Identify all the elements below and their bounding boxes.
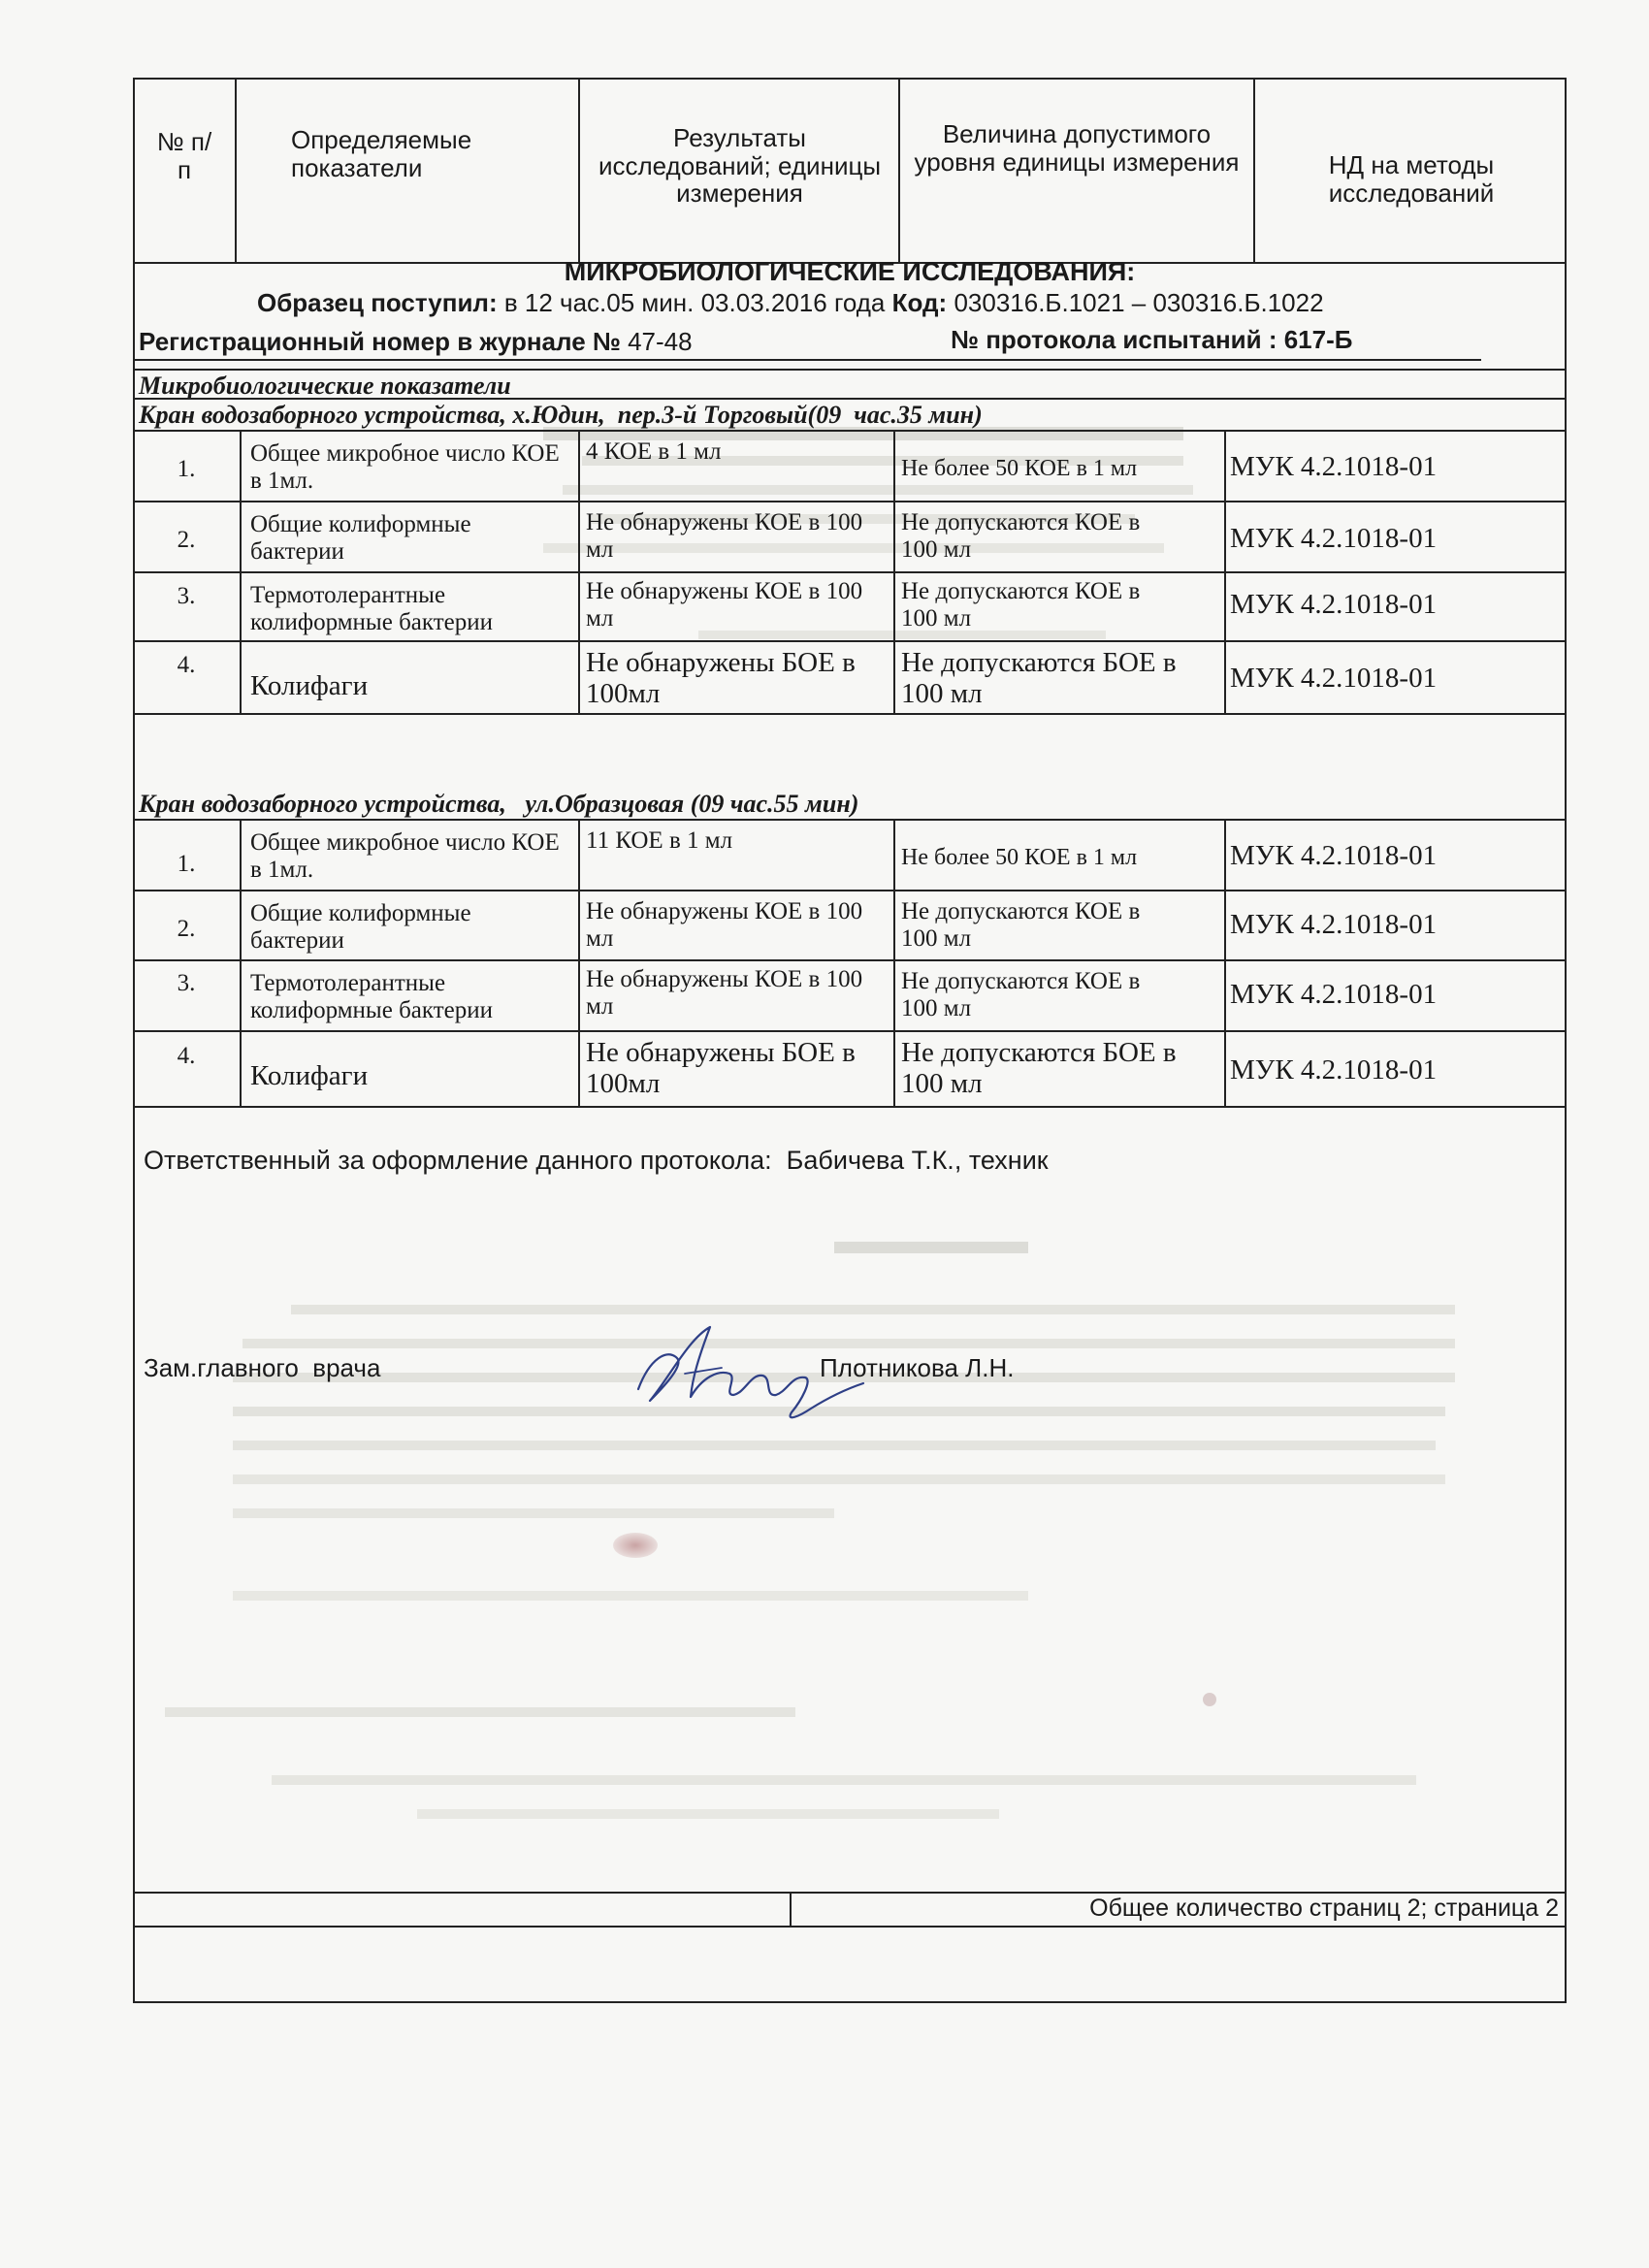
table-cell-method: МУК 4.2.1018-01 (1230, 840, 1438, 871)
header-col-method: НД на методы исследований (1328, 150, 1495, 208)
table-cell-result: Не обнаружены БОЕ в 100мл (586, 1037, 856, 1099)
table-row-number: 2. (177, 916, 196, 942)
table-cell-indicator: Общее микробное число КОЕ в 1мл. (250, 829, 560, 883)
table-cell-result: Не обнаружены КОЕ в 100 мл (586, 898, 863, 952)
table-cell-method: МУК 4.2.1018-01 (1230, 1054, 1438, 1085)
table-cell-limit: Не более 50 КОЕ в 1 мл (901, 456, 1138, 481)
table-cell-method: МУК 4.2.1018-01 (1230, 663, 1438, 694)
table-row-number: 1. (177, 851, 196, 877)
protocol-number: № протокола испытаний : 617-Б (951, 325, 1353, 354)
table-cell-method: МУК 4.2.1018-01 (1230, 909, 1438, 940)
table-row-number: 1. (177, 456, 196, 482)
table-cell-indicator: Общие колиформные бактерии (250, 900, 471, 954)
table-row-number: 3. (177, 583, 196, 609)
signature-name: Плотникова Л.Н. (820, 1353, 1015, 1382)
table-cell-result: Не обнаружены БОЕ в 100мл (586, 647, 856, 709)
table-cell-indicator: Общее микробное число КОЕ в 1мл. (250, 440, 560, 494)
signature-icon (621, 1319, 873, 1436)
header-col-limit: Величина допустимого уровня единицы измерения (914, 119, 1240, 177)
section-title: МИКРОБИОЛОГИЧЕСКИЕ ИССЛЕДОВАНИЯ: (564, 257, 1136, 286)
registration-line (139, 328, 693, 356)
code-label: Код: (891, 288, 948, 317)
group-title: Кран водозаборного устройства, х.Юдин, пер.3-й Торговый(09 час.35 мин) (139, 401, 983, 429)
table-cell-limit: Не допускаются КОЕ в 100 мл (901, 509, 1141, 563)
table-row-number: 4. (177, 652, 196, 678)
sample-time: в 12 час.05 мин. 03.03.2016 года (503, 288, 886, 317)
header-col-number: № п/п (156, 127, 212, 184)
registration-value: 47-48 (628, 327, 693, 356)
signature-role: Зам.главного врача (144, 1353, 381, 1382)
header-col-results: Результаты исследований; единицы измерения (598, 123, 882, 209)
table-row-number: 2. (177, 527, 196, 553)
table-cell-method: МУК 4.2.1018-01 (1230, 979, 1438, 1010)
sample-line (257, 289, 1324, 317)
table-cell-result: 4 КОЕ в 1 мл (586, 438, 722, 465)
sample-label: Образец поступил: (257, 288, 498, 317)
group-title: Кран водозаборного устройства, ул.Образцовая (09 час.55 мин) (139, 790, 859, 818)
table-cell-result: Не обнаружены КОЕ в 100 мл (586, 509, 863, 563)
table-cell-indicator: Термотолерантные колиформные бактерии (250, 970, 493, 1023)
table-cell-limit: Не допускаются БОЕ в 100 мл (901, 647, 1177, 709)
micro-indicators-title: Микробиологические показатели (139, 372, 511, 400)
table-cell-limit: Не допускаются БОЕ в 100 мл (901, 1037, 1177, 1099)
table-cell-result: Не обнаружены КОЕ в 100 мл (586, 966, 863, 1020)
table-cell-limit: Не допускаются КОЕ в 100 мл (901, 578, 1141, 632)
table-cell-method: МУК 4.2.1018-01 (1230, 589, 1438, 620)
table-cell-result: 11 КОЕ в 1 мл (586, 827, 733, 854)
table-cell-limit: Не допускаются КОЕ в 100 мл (901, 898, 1141, 952)
table-cell-method: МУК 4.2.1018-01 (1230, 523, 1438, 554)
handwritten-signature (621, 1319, 873, 1436)
table-cell-result: Не обнаружены КОЕ в 100 мл (586, 578, 863, 632)
page-count: Общее количество страниц 2; страница 2 (1089, 1895, 1559, 1922)
table-cell-indicator: Термотолерантные колиформные бактерии (250, 582, 493, 635)
registration-label: Регистрационный номер в журнале № (139, 327, 621, 356)
responsible-line: Ответственный за оформление данного протокола: Бабичева Т.К., техник (144, 1146, 1049, 1175)
table-cell-method: МУК 4.2.1018-01 (1230, 451, 1438, 482)
table-cell-limit: Не допускаются КОЕ в 100 мл (901, 968, 1141, 1021)
table-cell-limit: Не более 50 КОЕ в 1 мл (901, 845, 1138, 870)
code-value: 030316.Б.1021 – 030316.Б.1022 (954, 288, 1324, 317)
table-cell-indicator: Колифаги (250, 1060, 369, 1091)
table-row-number: 3. (177, 970, 196, 996)
table-cell-indicator: Общие колиформные бактерии (250, 511, 471, 565)
table-row-number: 4. (177, 1043, 196, 1069)
header-col-indicators: Определяемые показатели (291, 125, 472, 182)
table-cell-indicator: Колифаги (250, 670, 369, 701)
